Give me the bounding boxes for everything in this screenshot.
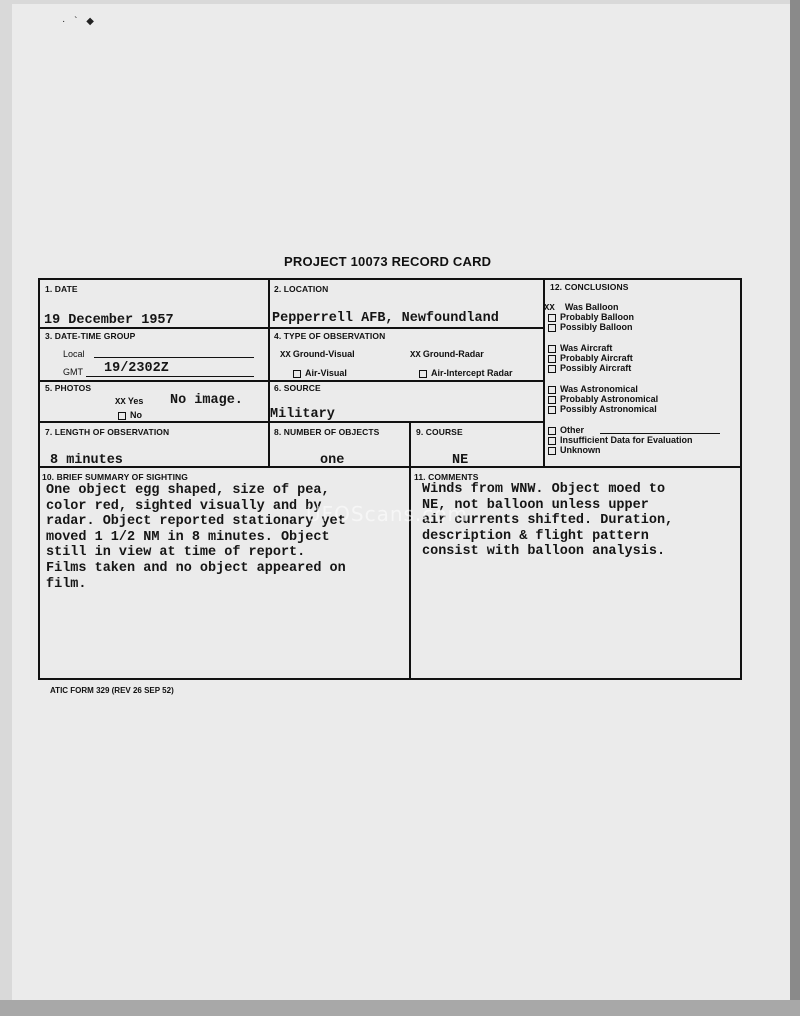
number-of-objects-label: 8. NUMBER OF OBJECTS (274, 427, 380, 437)
photos-no-option (118, 410, 142, 420)
scan-specks: · ` ◆ (62, 16, 97, 27)
conclusion-label: Insufficient Data for Evaluation (560, 435, 693, 445)
gmt-value: 19/2302Z (104, 361, 169, 376)
conclusion-unknown (548, 445, 601, 455)
comments-line: Winds from WNW. Object moed to (422, 482, 666, 497)
conclusion-label: Other (560, 425, 585, 435)
conclusion-label: Possibly Aircraft (560, 363, 632, 373)
number-of-objects-value: one (320, 453, 345, 468)
conclusion-insufficient-data (548, 435, 693, 445)
ground-visual-option (280, 349, 355, 360)
checkbox-icon (548, 386, 556, 394)
divider-h-4 (38, 466, 742, 468)
date-time-group-label: 3. DATE-TIME GROUP (45, 331, 136, 341)
conclusion-label: Probably Astronomical (560, 394, 659, 404)
summary-label: 10. BRIEF SUMMARY OF SIGHTING (42, 472, 188, 482)
checkbox-icon (548, 314, 556, 322)
comments-line: air currents shifted. Duration, (422, 513, 674, 529)
conclusion-possibly-aircraft (548, 363, 631, 373)
checkbox-icon (548, 396, 556, 404)
photos-yes-option (115, 396, 143, 407)
record-card (38, 278, 742, 680)
ground-radar-label: Ground-Radar (422, 349, 484, 359)
conclusion-label: Unknown (560, 445, 601, 455)
conclusion-was-astronomical (548, 384, 638, 394)
comments-label: 11. COMMENTS (414, 472, 479, 482)
ground-radar-option (410, 349, 484, 360)
conclusion-label: Possibly Balloon (560, 322, 633, 332)
air-intercept-checkbox-icon (419, 370, 427, 378)
conclusion-label: Was Balloon (564, 302, 619, 312)
conclusion-label: Probably Aircraft (560, 353, 633, 363)
comments-line: NE, not balloon unless upper (422, 497, 649, 513)
air-intercept-radar-label: Air-Intercept Radar (431, 368, 513, 378)
air-intercept-radar-option (419, 368, 513, 378)
date-value: 19 December 1957 (44, 313, 174, 328)
summary-line: film. (46, 576, 87, 592)
ground-visual-label: Ground-Visual (292, 349, 355, 359)
comments-line: description & flight pattern (422, 528, 649, 544)
conclusion-probably-aircraft (548, 353, 633, 363)
checkbox-icon (548, 427, 556, 435)
watermark: UFOScans.com (306, 502, 468, 526)
checkbox-icon (548, 447, 556, 455)
checkbox-icon (548, 365, 556, 373)
conclusion-label: Probably Balloon (560, 312, 635, 322)
summary-line: Films taken and no object appeared on (46, 560, 346, 576)
checkbox-icon (548, 345, 556, 353)
course-label: 9. COURSE (416, 427, 463, 437)
checkbox-icon (548, 355, 556, 363)
conclusion-was-aircraft (548, 343, 612, 353)
other-underline (600, 433, 720, 434)
summary-line: moved 1 1/2 NM in 8 minutes. Object (46, 529, 330, 545)
conclusion-probably-balloon (548, 312, 634, 322)
divider-v-mid (409, 422, 411, 680)
type-of-observation-label: 4. TYPE OF OBSERVATION (274, 331, 386, 341)
photos-no-label: No (130, 410, 142, 420)
source-value: Military (270, 407, 335, 422)
comments-line: consist with balloon analysis. (422, 544, 666, 560)
divider-h-2 (38, 380, 545, 382)
source-label: 6. SOURCE (274, 383, 321, 393)
page-bottom-shadow (0, 1000, 800, 1016)
gmt-underline (86, 376, 254, 377)
length-value: 8 minutes (50, 453, 123, 468)
checkbox-icon (548, 406, 556, 414)
photos-note: No image. (170, 393, 243, 408)
was-balloon-mark: XX (544, 303, 555, 313)
conclusion-other (548, 425, 584, 435)
photos-label: 5. PHOTOS (45, 383, 92, 393)
conclusion-possibly-balloon (548, 322, 633, 332)
conclusions-label: 12. CONCLUSIONS (550, 282, 629, 292)
length-label: 7. LENGTH OF OBSERVATION (45, 427, 170, 437)
conclusion-label: Was Astronomical (560, 384, 638, 394)
air-visual-label: Air-Visual (305, 368, 347, 378)
conclusion-label: Possibly Astronomical (560, 404, 657, 414)
location-label: 2. LOCATION (274, 284, 329, 294)
photos-no-checkbox-icon (118, 412, 126, 420)
local-underline (94, 357, 254, 358)
summary-line: color red, sighted visually and by (46, 498, 322, 514)
divider-v-left (268, 278, 270, 468)
form-footer: ATIC FORM 329 (REV 26 SEP 52) (50, 686, 174, 695)
conclusion-label: Was Aircraft (560, 343, 613, 353)
conclusion-possibly-astronomical (548, 404, 657, 414)
summary-line: radar. Object reported stationary yet (46, 514, 346, 530)
location-value: Pepperrell AFB, Newfoundland (272, 311, 499, 326)
summary-line: still in view at time of report. (46, 545, 306, 561)
ground-radar-mark: XX (410, 350, 421, 360)
summary-line: One object egg shaped, size of pea, (46, 483, 330, 498)
card-title: PROJECT 10073 RECORD CARD (284, 254, 492, 269)
summary-text (46, 483, 346, 592)
local-label: Local (63, 349, 85, 359)
air-visual-option (293, 368, 347, 378)
gmt-label: GMT (63, 367, 83, 377)
conclusion-probably-astronomical (548, 394, 658, 404)
checkbox-icon (548, 437, 556, 445)
ground-visual-mark: XX (280, 350, 291, 360)
air-visual-checkbox-icon (293, 370, 301, 378)
photos-yes-mark: XX (115, 397, 126, 407)
page-edge-shadow (790, 0, 800, 1016)
photos-yes-label: Yes (127, 396, 144, 406)
date-label: 1. DATE (45, 284, 78, 294)
checkbox-icon (548, 324, 556, 332)
course-value: NE (452, 453, 469, 468)
